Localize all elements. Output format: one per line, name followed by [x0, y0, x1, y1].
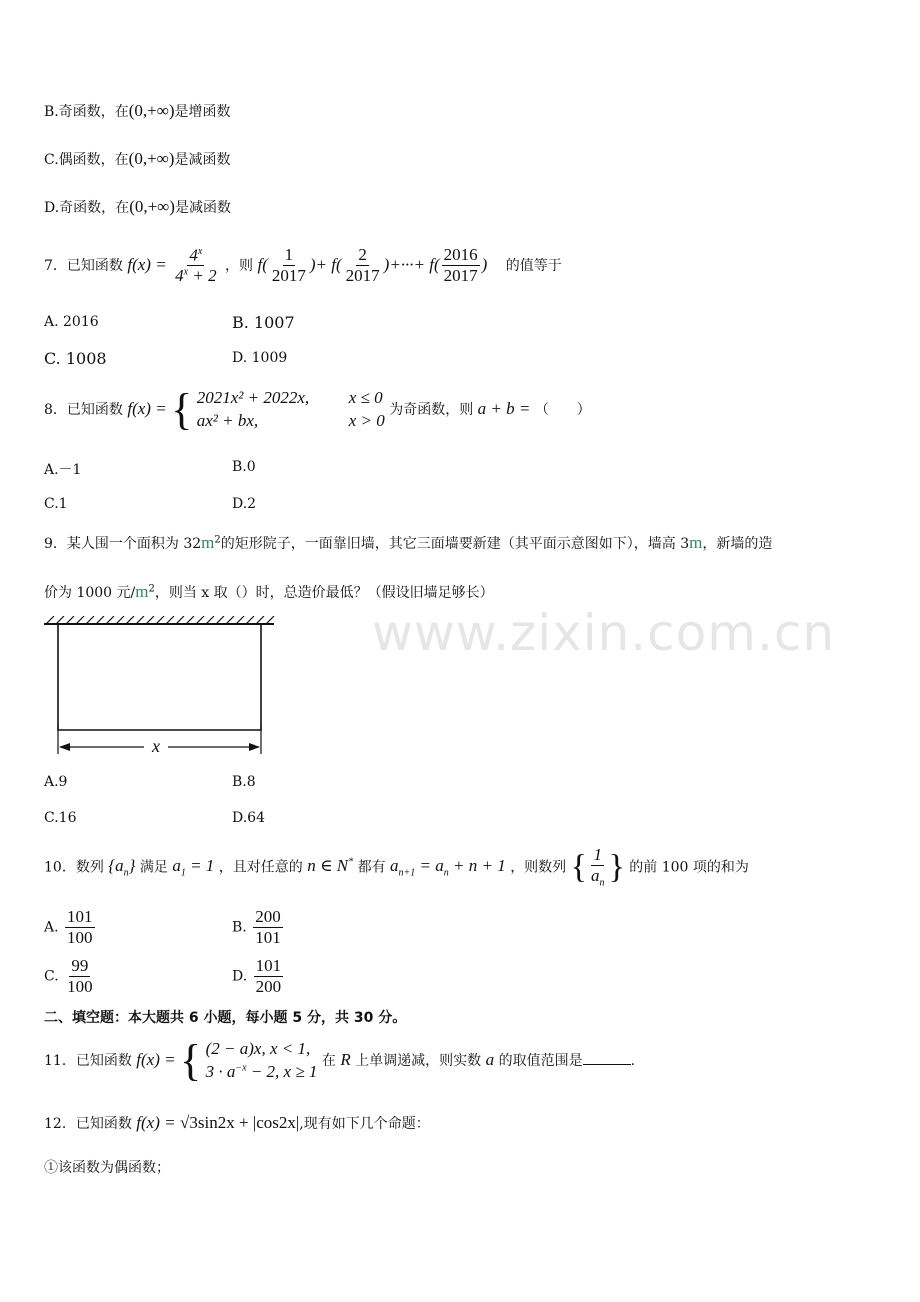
text: ,现有如下几个命题：	[299, 1116, 430, 1132]
case-cond: x ≤ 0	[348, 388, 383, 407]
option-text: 是增函数	[174, 104, 231, 120]
q9-option-c: C.16	[44, 810, 77, 826]
question-11	[44, 1035, 636, 1085]
text: ，新墙的造	[702, 536, 773, 552]
function-lhs: f(x) =	[127, 398, 167, 418]
q10-option-d	[232, 957, 285, 996]
new-walls	[58, 625, 261, 730]
function-lhs: f(x) =	[127, 254, 167, 274]
q7-option-d: D. 1009	[232, 350, 288, 366]
option-text: B.奇函数，在	[44, 104, 129, 120]
den-tail: + 2	[192, 266, 217, 286]
text: ，则当 x 取（）时，总造价最低？（假设旧墙足够长）	[154, 585, 494, 601]
seq-open: {a	[108, 856, 124, 876]
arrow-left	[59, 743, 70, 751]
q6-option-d	[44, 197, 231, 217]
var: a	[172, 856, 181, 876]
expression: a + b =	[477, 398, 531, 418]
numerator: 1	[593, 845, 602, 864]
exponent: x	[183, 266, 189, 278]
q10-option-c	[44, 957, 97, 996]
option-label: B.	[232, 919, 247, 936]
arrow-right	[249, 743, 260, 751]
expr: 3 · a	[205, 1061, 236, 1081]
option-text: D.奇函数，在	[44, 200, 130, 216]
option-text: 是减函数	[174, 200, 231, 216]
expr: − 2, x ≥ 1	[246, 1061, 318, 1081]
denominator	[589, 866, 607, 889]
numerator: 99	[71, 956, 89, 975]
question-7	[44, 246, 562, 286]
expr: = a	[415, 856, 444, 876]
fraction	[65, 957, 95, 996]
text: ，则	[225, 257, 254, 274]
recurrence	[390, 856, 506, 879]
answer-paren: （ ）	[534, 401, 591, 418]
subscript: 1	[180, 867, 186, 879]
q8-option-d: D.2	[232, 496, 257, 512]
q9-option-b: B.8	[232, 774, 256, 790]
function-lhs: f(x) =	[136, 1113, 176, 1132]
question-9-line2	[44, 582, 494, 602]
base: 4	[189, 245, 198, 265]
numerator: 2016	[443, 245, 478, 265]
text: 的前 100 项的和为	[629, 859, 749, 876]
operator: )	[481, 254, 488, 274]
expr: n ∈ N	[307, 856, 349, 876]
q7-option-a: A. 2016	[44, 314, 99, 330]
fraction	[173, 246, 218, 286]
text: 上单调递减，则实数	[355, 1052, 482, 1069]
text: ，且对任意的	[218, 859, 303, 876]
wall-hatching	[46, 616, 274, 624]
q6-option-c	[44, 149, 230, 169]
case-row	[206, 1061, 318, 1084]
question-9-line1	[44, 533, 772, 553]
case-row: (2 − a)x, x < 1,	[205, 1039, 311, 1058]
domain	[307, 856, 353, 875]
case-expr: 2021x² + 2022x,	[196, 388, 310, 407]
denominator	[173, 266, 218, 286]
text: 的矩形院子，一面靠旧墙，其它三面墙要新建（其平面示意图如下），墙高 3	[220, 536, 690, 552]
text: .	[630, 1052, 636, 1069]
answer-blank	[583, 1064, 631, 1065]
section-heading: 二、填空题：本大题共 6 小题，每小题 5 分，共 30 分。	[44, 1010, 407, 1026]
superscript: *	[348, 856, 354, 868]
interval: (0,+∞)	[128, 101, 175, 120]
q10-option-a	[44, 908, 97, 947]
unit: m	[689, 533, 703, 552]
denominator: 2017	[271, 266, 306, 286]
question-8	[44, 384, 591, 434]
denominator: 2017	[443, 266, 478, 286]
exponent: 2	[148, 583, 155, 595]
subscript: n	[599, 877, 605, 889]
fraction	[65, 908, 95, 947]
denominator: 101	[255, 927, 281, 947]
function-rhs: √3sin2x + |cos2x|	[180, 1113, 300, 1132]
option-label: C.	[44, 968, 59, 985]
piecewise-cases	[206, 1038, 318, 1084]
q7-option-c: C. 1008	[44, 349, 107, 368]
expr: + n + 1	[448, 856, 506, 876]
var: a	[390, 856, 399, 876]
fraction	[253, 908, 283, 947]
text: 满足	[139, 859, 168, 876]
q8-option-b: B.0	[232, 459, 256, 475]
q8-option-a: A.－1	[44, 462, 82, 478]
exponent: 2	[214, 534, 221, 546]
unit: m	[135, 582, 149, 601]
q9-option-d: D.64	[232, 810, 265, 826]
subscript: n+1	[398, 867, 416, 879]
text: 都有	[357, 859, 386, 876]
exponent: x	[197, 246, 203, 257]
fraction	[589, 846, 607, 889]
seq-close: }	[128, 856, 136, 876]
question-number: 8．已知函数	[44, 401, 123, 418]
question-number: 7．已知函数	[44, 257, 123, 274]
question-number: 10．数列	[44, 859, 104, 876]
interval: (0,+∞)	[129, 197, 175, 216]
interval: (0,+∞)	[128, 149, 175, 168]
fraction	[270, 246, 308, 285]
subscript: n	[443, 867, 449, 879]
numerator: 1	[284, 245, 294, 265]
left-brace: {	[171, 384, 193, 434]
numerator: 101	[255, 956, 282, 975]
yard-diagram	[40, 616, 280, 764]
denominator: 100	[67, 927, 93, 947]
numerator: 200	[255, 907, 281, 926]
question-10	[44, 846, 749, 889]
case-expr: ax² + bx,	[196, 410, 259, 430]
text: 在	[321, 1052, 336, 1069]
option-text: C.偶函数，在	[44, 152, 129, 168]
denominator: 100	[67, 976, 93, 996]
q9-option-a: A.9	[44, 774, 68, 790]
denominator: 2017	[345, 266, 380, 286]
option-text: 是减函数	[174, 152, 231, 168]
sequence	[108, 856, 136, 879]
text: 9．某人围一个面积为 32	[44, 536, 202, 552]
operator: )+···+ f(	[383, 254, 440, 274]
q10-option-b	[232, 908, 285, 947]
q8-option-c: C.1	[44, 496, 68, 512]
case-row	[197, 410, 385, 433]
unit: m	[201, 533, 215, 552]
left-brace: {	[570, 848, 587, 886]
fraction	[254, 957, 284, 996]
subscript: n	[123, 867, 129, 879]
denominator: 200	[255, 976, 282, 996]
numerator	[187, 246, 204, 266]
q12-statement-1: ①该函数为偶函数；	[44, 1160, 170, 1176]
q7-option-b: B. 1007	[232, 313, 295, 332]
piecewise-cases	[197, 387, 385, 433]
dimension-label: x	[152, 736, 160, 756]
watermark: www.zixin.com.cn	[372, 604, 836, 662]
base: 4	[175, 266, 184, 286]
q6-option-b	[44, 101, 231, 121]
func-call: f(	[257, 254, 268, 274]
text: 的取值范围是	[498, 1052, 583, 1069]
fraction	[344, 246, 382, 285]
case-row	[197, 387, 385, 410]
text: 价为 1000 元/	[44, 585, 136, 601]
numerator: 101	[67, 907, 93, 926]
variable: a	[485, 1049, 495, 1069]
operator: )+ f(	[309, 254, 342, 274]
var: a	[590, 865, 600, 885]
numerator: 2	[358, 245, 367, 265]
option-label: D.	[232, 968, 248, 985]
case-cond: x > 0	[348, 410, 385, 430]
question-12	[44, 1113, 430, 1133]
fraction	[442, 246, 480, 285]
text: 的值等于	[505, 257, 562, 274]
initial-term	[172, 856, 215, 879]
right-brace: }	[608, 848, 625, 886]
question-number: 12．已知函数	[44, 1116, 132, 1132]
function-lhs: f(x) =	[136, 1049, 176, 1069]
text: 为奇函数，则	[389, 401, 474, 418]
left-brace: {	[180, 1035, 202, 1085]
text: ，则数列	[510, 859, 567, 876]
exponent: −x	[235, 1062, 247, 1074]
value: = 1	[185, 856, 215, 876]
set-symbol: R	[340, 1049, 351, 1069]
option-label: A.	[44, 919, 59, 936]
question-number: 11．已知函数	[44, 1052, 132, 1069]
